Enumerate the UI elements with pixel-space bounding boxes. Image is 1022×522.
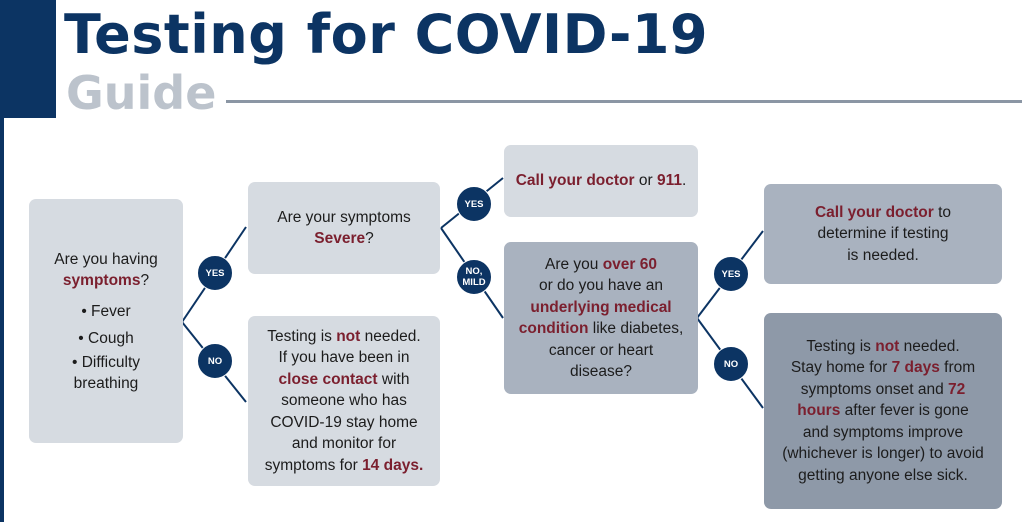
q2-line1: Are your symptoms	[277, 208, 411, 226]
q3-l3: underlying medical	[530, 298, 672, 316]
badge-q1-no	[197, 343, 233, 379]
call911-a: Call your doctor	[515, 172, 635, 190]
nn1-l3a: close contact	[278, 370, 378, 388]
q2-highlight: Severe	[314, 230, 366, 247]
nn1-l1c: needed.	[360, 327, 421, 345]
calldoc-a: Call your doctor	[814, 203, 934, 221]
calldoc-b: to	[933, 203, 952, 221]
symptom-fever: • Fever	[81, 302, 131, 320]
badge-q3-no-label: NO	[723, 358, 739, 370]
q3-l4a: condition	[518, 320, 589, 337]
badge-q3-yes-label: YES	[721, 268, 741, 280]
nn1-l7b: 14 days.	[362, 456, 424, 474]
nn1-l3b: with	[377, 370, 410, 388]
call911-b: or	[634, 172, 657, 190]
nn2-l5: and symptoms improve	[802, 423, 964, 441]
call911-d: .	[681, 172, 687, 190]
call-doctor-box	[764, 184, 1002, 284]
q3-l1a: Are you	[544, 255, 603, 273]
page-title: Testing for COVID-19	[64, 3, 709, 66]
badge-q1-yes	[197, 255, 233, 291]
badge-no-mild-line2: MILD	[462, 277, 486, 288]
testing-not-needed-box	[248, 316, 440, 486]
calldoc-l2: determine if testing	[817, 225, 949, 243]
stay-home-box	[764, 313, 1002, 509]
nn2-l3a: symptoms onset and	[800, 380, 949, 398]
symptom-cough: • Cough	[78, 329, 134, 347]
call911-c: 911	[656, 172, 682, 190]
nn2-l1b: not	[875, 337, 900, 355]
badge-q1-yes-label: YES	[205, 267, 225, 279]
nn2-l1a: Testing is	[806, 337, 876, 355]
nn1-l1a: Testing is	[267, 327, 337, 345]
nn2-l6: (whichever is longer) to avoid	[782, 445, 984, 463]
nn1-l7a: symptoms for	[264, 456, 363, 474]
q3-l6: disease?	[569, 363, 633, 380]
nn1-l6: and monitor for	[291, 435, 397, 453]
badge-q3-yes	[713, 256, 749, 292]
nn2-l1c: needed.	[899, 337, 960, 355]
nn2-l2c: from	[939, 359, 976, 377]
q3-l5: cancer or heart	[548, 341, 654, 359]
nn1-l1b: not	[336, 327, 361, 345]
page-subtitle: Guide	[66, 66, 217, 120]
nn1-l5: COVID-19 stay home	[270, 413, 418, 431]
nn1-l4: someone who has	[281, 392, 407, 410]
nn2-l4b: after fever is gone	[840, 402, 969, 420]
badge-q2-yes-label: YES	[464, 198, 484, 210]
q3-l4b: like diabetes,	[588, 320, 684, 337]
badge-q1-no-label: NO	[207, 355, 223, 367]
symptom-breathing: breathing	[73, 374, 139, 392]
nn2-l2a: Stay home for	[790, 359, 892, 377]
nn1-l2: If you have been in	[278, 349, 410, 367]
q3-l1b: over 60	[602, 255, 658, 273]
badge-no-mild-line1: NO,	[465, 266, 483, 277]
nn2-l4a: hours	[797, 402, 841, 420]
q1-suffix: ?	[140, 272, 150, 289]
call-911-box	[504, 145, 698, 217]
calldoc-l3: is needed.	[847, 246, 919, 264]
q2-suffix: ?	[365, 230, 374, 247]
nn2-l7: getting anyone else sick.	[798, 466, 968, 484]
severity-question-box	[248, 182, 440, 274]
risk-question-box	[504, 242, 698, 394]
badge-q2-no-mild	[456, 259, 492, 295]
badge-q2-yes	[456, 186, 492, 222]
symptom-difficulty: • Difficulty	[71, 353, 141, 371]
q1-line1: Are you having	[54, 250, 158, 268]
symptoms-question-box	[29, 199, 183, 443]
nn2-l2b: 7 days	[891, 359, 940, 377]
badge-q3-no	[713, 346, 749, 382]
nn2-l3b: 72	[948, 380, 966, 398]
q3-l2: or do you have an	[538, 277, 664, 294]
q1-highlight: symptoms	[62, 272, 141, 289]
